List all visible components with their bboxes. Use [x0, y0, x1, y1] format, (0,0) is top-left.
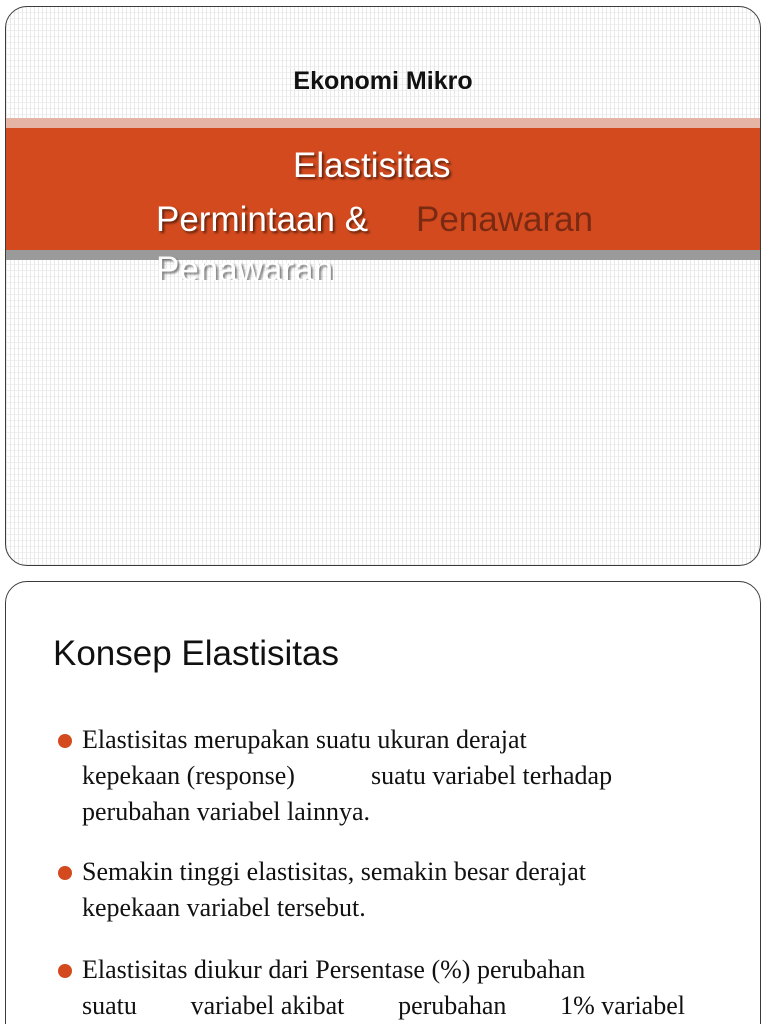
- bullet-dot-icon: [58, 734, 72, 748]
- slide-title-line-1: Elastisitas: [293, 146, 451, 185]
- slide-title-overlap-text: Penawaran: [416, 200, 594, 239]
- bullet-line: perubahan variabel lainnya.: [82, 797, 371, 826]
- bullet-text: suatu: [82, 991, 137, 1020]
- bullet-text: kepekaan (response): [82, 761, 295, 790]
- bullet-item: [58, 722, 718, 830]
- bullet-text: variabel akibat: [190, 991, 345, 1020]
- bullet-line: [58, 758, 718, 794]
- content-slide: [5, 581, 761, 1024]
- bullet-text: perubahan: [398, 991, 507, 1020]
- bullet-item: [58, 854, 718, 926]
- bullet-dot-icon: [58, 964, 72, 978]
- bullet-line: Semakin tinggi elastisitas, semakin besar derajat: [82, 857, 586, 886]
- bullet-line: kepekaan variabel tersebut.: [82, 893, 366, 922]
- bullet-item: [58, 952, 718, 1024]
- slide-heading: Konsep Elastisitas: [53, 634, 339, 673]
- bullet-dot-icon: [58, 866, 72, 880]
- bullet-line: Elastisitas diukur dari Persentase (%) perubahan: [82, 955, 586, 984]
- slide-subtitle: Ekonomi Mikro: [293, 67, 473, 95]
- slide-title-line-3: Penawaran: [156, 250, 334, 280]
- title-band-bottom-stripe: [6, 250, 760, 260]
- bullet-line: [58, 988, 718, 1024]
- bullet-text: 1% variabel: [560, 991, 685, 1020]
- title-slide: [5, 6, 761, 566]
- bullet-line: Elastisitas merupakan suatu ukuran derajat: [82, 725, 527, 754]
- slide-title-line-2: Permintaan &: [156, 200, 369, 239]
- title-band-top-stripe: [6, 118, 760, 128]
- bullet-text: suatu variabel terhadap: [370, 761, 613, 790]
